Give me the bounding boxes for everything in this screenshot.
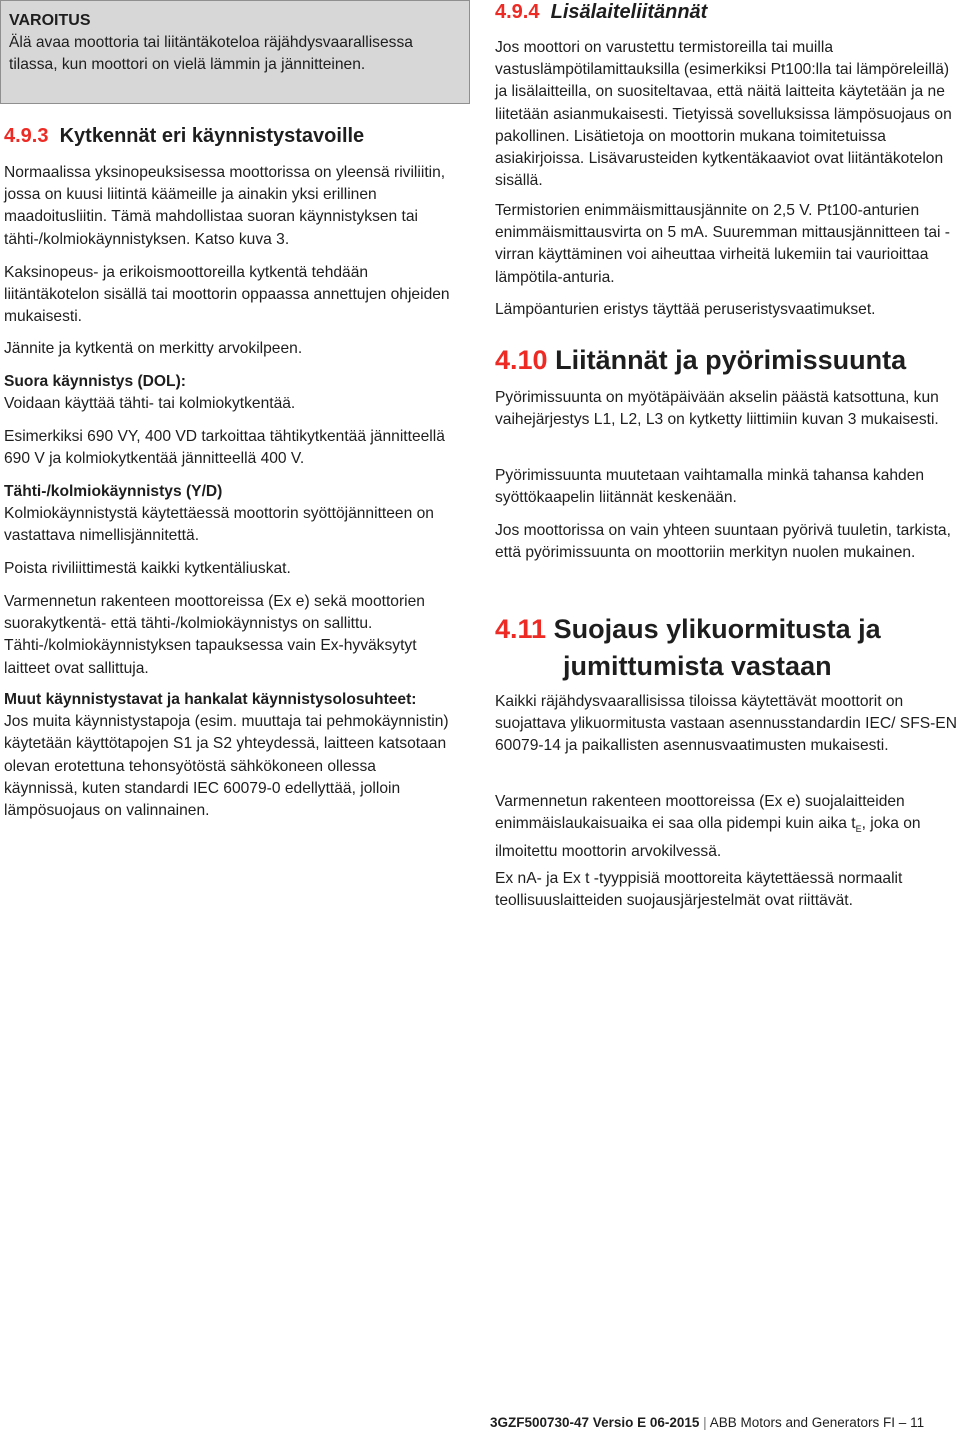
section-number: 4.10	[495, 345, 548, 375]
paragraph: Lämpöanturien eristys täyttää peruseristysvaatimukset.	[495, 301, 876, 318]
paragraph: Poista riviliittimestä kaikki kytkentäliuskat.	[4, 560, 291, 577]
section-title: Liitännät ja pyörimissuunta	[555, 345, 907, 375]
section-4-9-3-body	[4, 162, 452, 251]
section-title: Lisälaiteliitännät	[550, 1, 708, 23]
other-heading: Muut käynnistystavat ja hankalat käynnistysolosuhteet:	[4, 691, 417, 708]
dol-text: Voidaan käyttää tähti- tai kolmiokytkentää.	[4, 395, 296, 413]
section-4-9-4	[495, 0, 957, 24]
yd-block	[4, 481, 452, 548]
warning-box	[0, 0, 470, 104]
paragraph: Esimerkiksi 690 VY, 400 VD tarkoittaa tähtikytkentää jännitteellä 690 V ja kolmiokytkentää jännitteellä 400 V.	[4, 428, 445, 468]
paragraph: Jos moottorissa on vain yhteen suuntaan pyörivä tuuletin, tarkista, että pyörimissuunta on moottoriin merkityn nuolen mukainen.	[495, 522, 951, 562]
other-text: Jos muita käynnistystapoja (esim. muuttaja tai pehmokäynnistin) käytetään käyttötapojen S1 ja S2 yhteydessä, laitteen katsotaan olevan erotettuna tehonsyötöstä sähkökoneen ollessa käynnissä, kuten standardi IEC 60079-0 edellyttää, jolloin lämpösuojaus on valinnainen.	[4, 713, 449, 820]
section-number: 4.9.4	[495, 1, 540, 23]
example-block	[4, 426, 452, 470]
paragraph: Ex nA- ja Ex t -tyyppisiä moottoreita käytettäessä normaalit teollisuuslaitteiden suojausjärjestelmät ovat riittävät.	[495, 870, 903, 910]
section-heading-4-9-4	[495, 0, 957, 24]
company-name: ABB Motors and Generators FI	[709, 1415, 896, 1430]
text-part: , joka on ilmoitettu moottorin arvokilvessä.	[495, 815, 921, 860]
section-4-10-body-2	[495, 465, 957, 509]
text-part: Varmennetun rakenteen moottoreissa (Ex e) suojalaitteiden enimmäislaukaisuaika ei saa olla pidempi kuin aika t	[495, 793, 905, 833]
paragraph: Varmennetun rakenteen moottoreissa (Ex e) sekä moottorien suorakytkentä- että tähti-/kolmiokäynnistys on sallittu. Tähti-/kolmiokäynnistyksen tapauksessa vain Ex-hyväksytyt laitteet ovat sallittuja.	[4, 593, 425, 677]
paragraph: Jos moottori on varustettu termistoreilla tai muilla vastuslämpötilamittauksilla (esimerkiksi Pt100:lla tai lämpöreleillä) ja lisälaitteilla, on suositeltavaa, että näitä laitteita käytetään ja ne liitetään asianmukaisesti. Tietyissä sovelluksissa lämpösuojaus on pakollinen. Lisätietoja on moottorin mukana toimitetuissa asiakirjoissa. Lisävarusteiden kytkentäkaaviot ovat liitäntäkotelon sisällä.	[495, 39, 952, 190]
warning-title: VAROITUS	[9, 12, 91, 29]
page-footer	[490, 1414, 960, 1431]
yd-heading: Tähti-/kolmiokäynnistys (Y/D)	[4, 483, 223, 500]
dol-heading: Suora käynnistys (DOL):	[4, 373, 186, 390]
paragraph: Normaalissa yksinopeuksisessa moottorissa on yleensä riviliitin, jossa on kuusi liitintä käämeille ja ainakin yksi erillinen maadoitusliitin. Tämä mahdollistaa suoran käynnistyksen tai tähti-/kolmiokäynnistyksen. Katso kuva 3.	[4, 164, 446, 248]
section-4-9-3-body-3	[4, 338, 452, 360]
section-4-9-3-body-2	[4, 262, 452, 329]
footer-separator: |	[703, 1415, 707, 1430]
paragraph: Termistorien enimmäismittausjännite on 2,5 V. Pt100-anturien enimmäismittausvirta on 5 mA. Suuremman mittausjännitteen tai -virran käyttäminen voi aiheuttaa virheitä lukemiin tai vaurioittaa lämpötila-anturia.	[495, 202, 950, 286]
section-4-9-4-body-2	[495, 200, 957, 289]
paragraph: Jännite ja kytkentä on merkitty arvokilpeen.	[4, 340, 303, 357]
paragraph: Pyörimissuunta muutetaan vaihtamalla minkä tahansa kahden syöttökaapelin liitännät keskenään.	[495, 467, 925, 507]
yd-text: Kolmiokäynnistystä käytettäessä moottorin syöttöjännitteen on vastattava nimellisjännitettä.	[4, 505, 434, 545]
section-number: 4.9.3	[4, 125, 49, 147]
section-title-line-2: jumittumista vastaan	[563, 651, 832, 681]
section-title: Kytkennät eri käynnistystavoille	[59, 125, 365, 147]
section-4-9-4-body-3	[495, 299, 957, 321]
warning-text: Älä avaa moottoria tai liitäntäkoteloa räjähdysvaarallisessa tilassa, kun moottori on vielä lämmin ja jännitteinen.	[9, 34, 413, 74]
remove-block	[4, 558, 452, 580]
section-4-10-body	[495, 387, 957, 431]
paragraph: Kaikki räjähdysvaarallisissa tiloissa käytettävät moottorit on suojattava ylikuormitusta vastaan asennusstandardin IEC/ SFS-EN 60079-14 ja paikallisten asennusvaatimusten mukaisesti.	[495, 693, 957, 755]
footer-separator-2: –	[898, 1415, 907, 1430]
section-4-11	[495, 613, 957, 683]
section-4-11-body	[495, 691, 957, 758]
section-4-9-3	[4, 124, 472, 148]
section-4-9-4-body	[495, 37, 957, 192]
paragraph: Pyörimissuunta on myötäpäivään akselin päästä katsottuna, kun vaihejärjestys L1, L2, L3 on kytketty liittimiin kuvan 3 mukaisesti.	[495, 389, 939, 429]
section-heading-4-11-line-2	[495, 650, 957, 683]
section-4-11-body-2	[495, 791, 957, 863]
dol-block	[4, 371, 452, 415]
section-heading-4-11	[495, 613, 957, 646]
page-number: 11	[910, 1415, 925, 1430]
section-number: 4.11	[495, 614, 547, 644]
paragraph	[495, 791, 957, 863]
subscript: E	[855, 824, 862, 835]
ex-e-block	[4, 591, 452, 680]
section-4-10-body-3	[495, 520, 957, 564]
other-block	[4, 689, 449, 822]
paragraph: Kaksinopeus- ja erikoismoottoreilla kytkentä tehdään liitäntäkotelon sisällä tai moottorin oppaassa annettujen ohjeiden mukaisesti.	[4, 264, 450, 326]
section-4-11-body-3	[495, 868, 957, 912]
section-heading-4-9-3	[4, 124, 472, 148]
section-4-10	[495, 344, 957, 377]
section-heading-4-10	[495, 344, 957, 377]
section-title-line-1: Suojaus ylikuormitusta ja	[553, 614, 881, 644]
document-id: 3GZF500730-47 Versio E 06-2015	[490, 1415, 700, 1430]
